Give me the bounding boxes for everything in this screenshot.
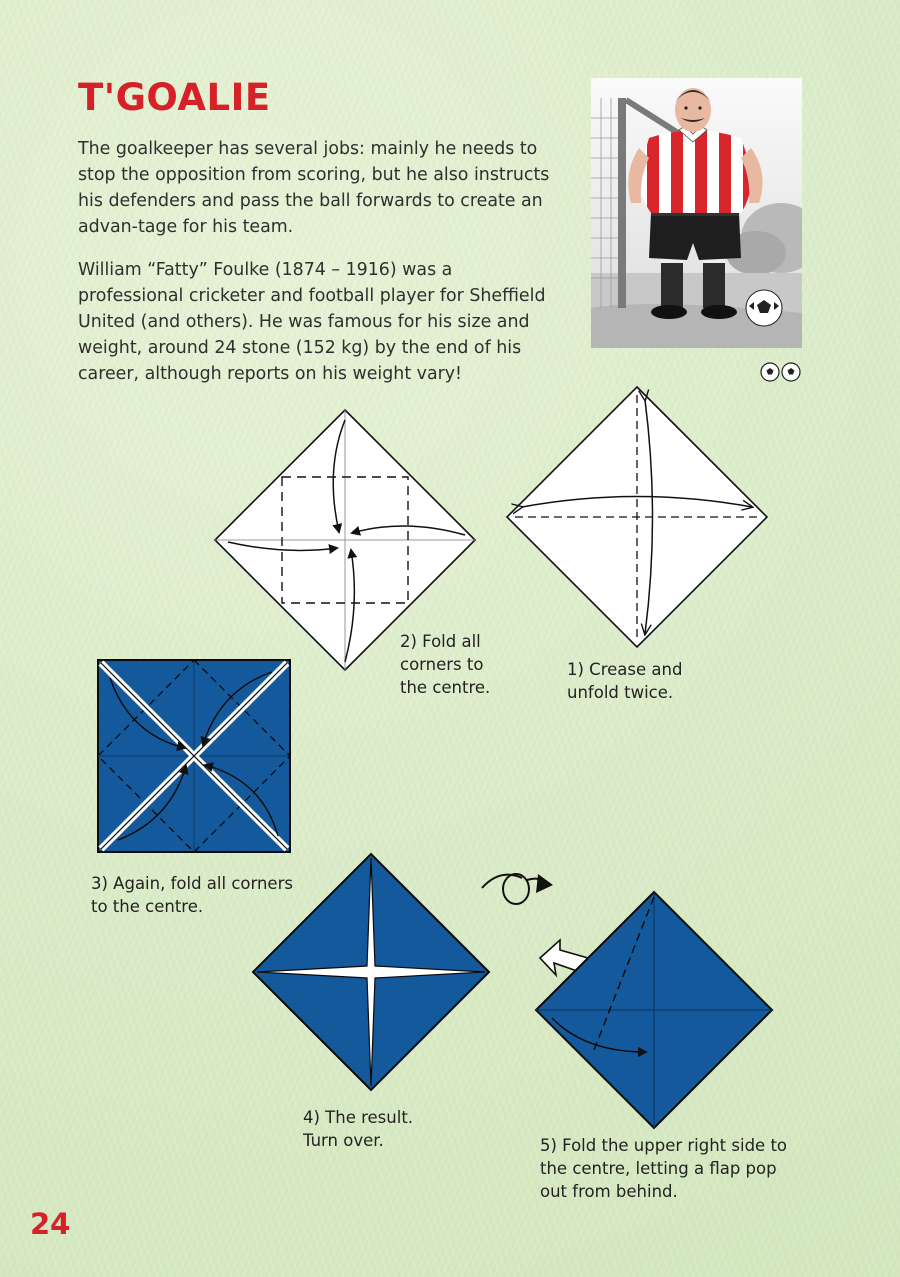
step-5-caption: 5) Fold the upper right side to the centre, letting a flap pop out from behind. bbox=[540, 1136, 788, 1201]
intro-paragraph-1: The goalkeeper has several jobs: mainly he needs to stop the opposition from scoring, but he also instructs his defenders and pass the ball forwards to create an advan-tage for his team. bbox=[78, 139, 550, 237]
intro-paragraph-2: William “Fatty” Foulke (1874 – 1916) was a professional cricketer and football player for Sheffield United (and others). He was famous for his size and weight, around 24 stone (152 kg) by the end of his career, although reports on his weight vary! bbox=[78, 260, 546, 384]
step-1-caption: 1) Crease and unfold twice. bbox=[567, 660, 683, 702]
step-3-diagram bbox=[98, 660, 290, 852]
turn-over-arrow-icon bbox=[482, 874, 553, 904]
page-title: T'GOALIE bbox=[78, 76, 271, 119]
step-3-caption: 3) Again, fold all corners to the centre. bbox=[91, 874, 293, 916]
step-5-diagram bbox=[536, 892, 772, 1128]
page-number: 24 bbox=[30, 1207, 71, 1241]
step-1-diagram bbox=[507, 387, 767, 647]
step-4-caption: 4) The result. Turn over. bbox=[303, 1108, 414, 1150]
step-2-caption: 2) Fold all corners to the centre. bbox=[400, 632, 491, 697]
